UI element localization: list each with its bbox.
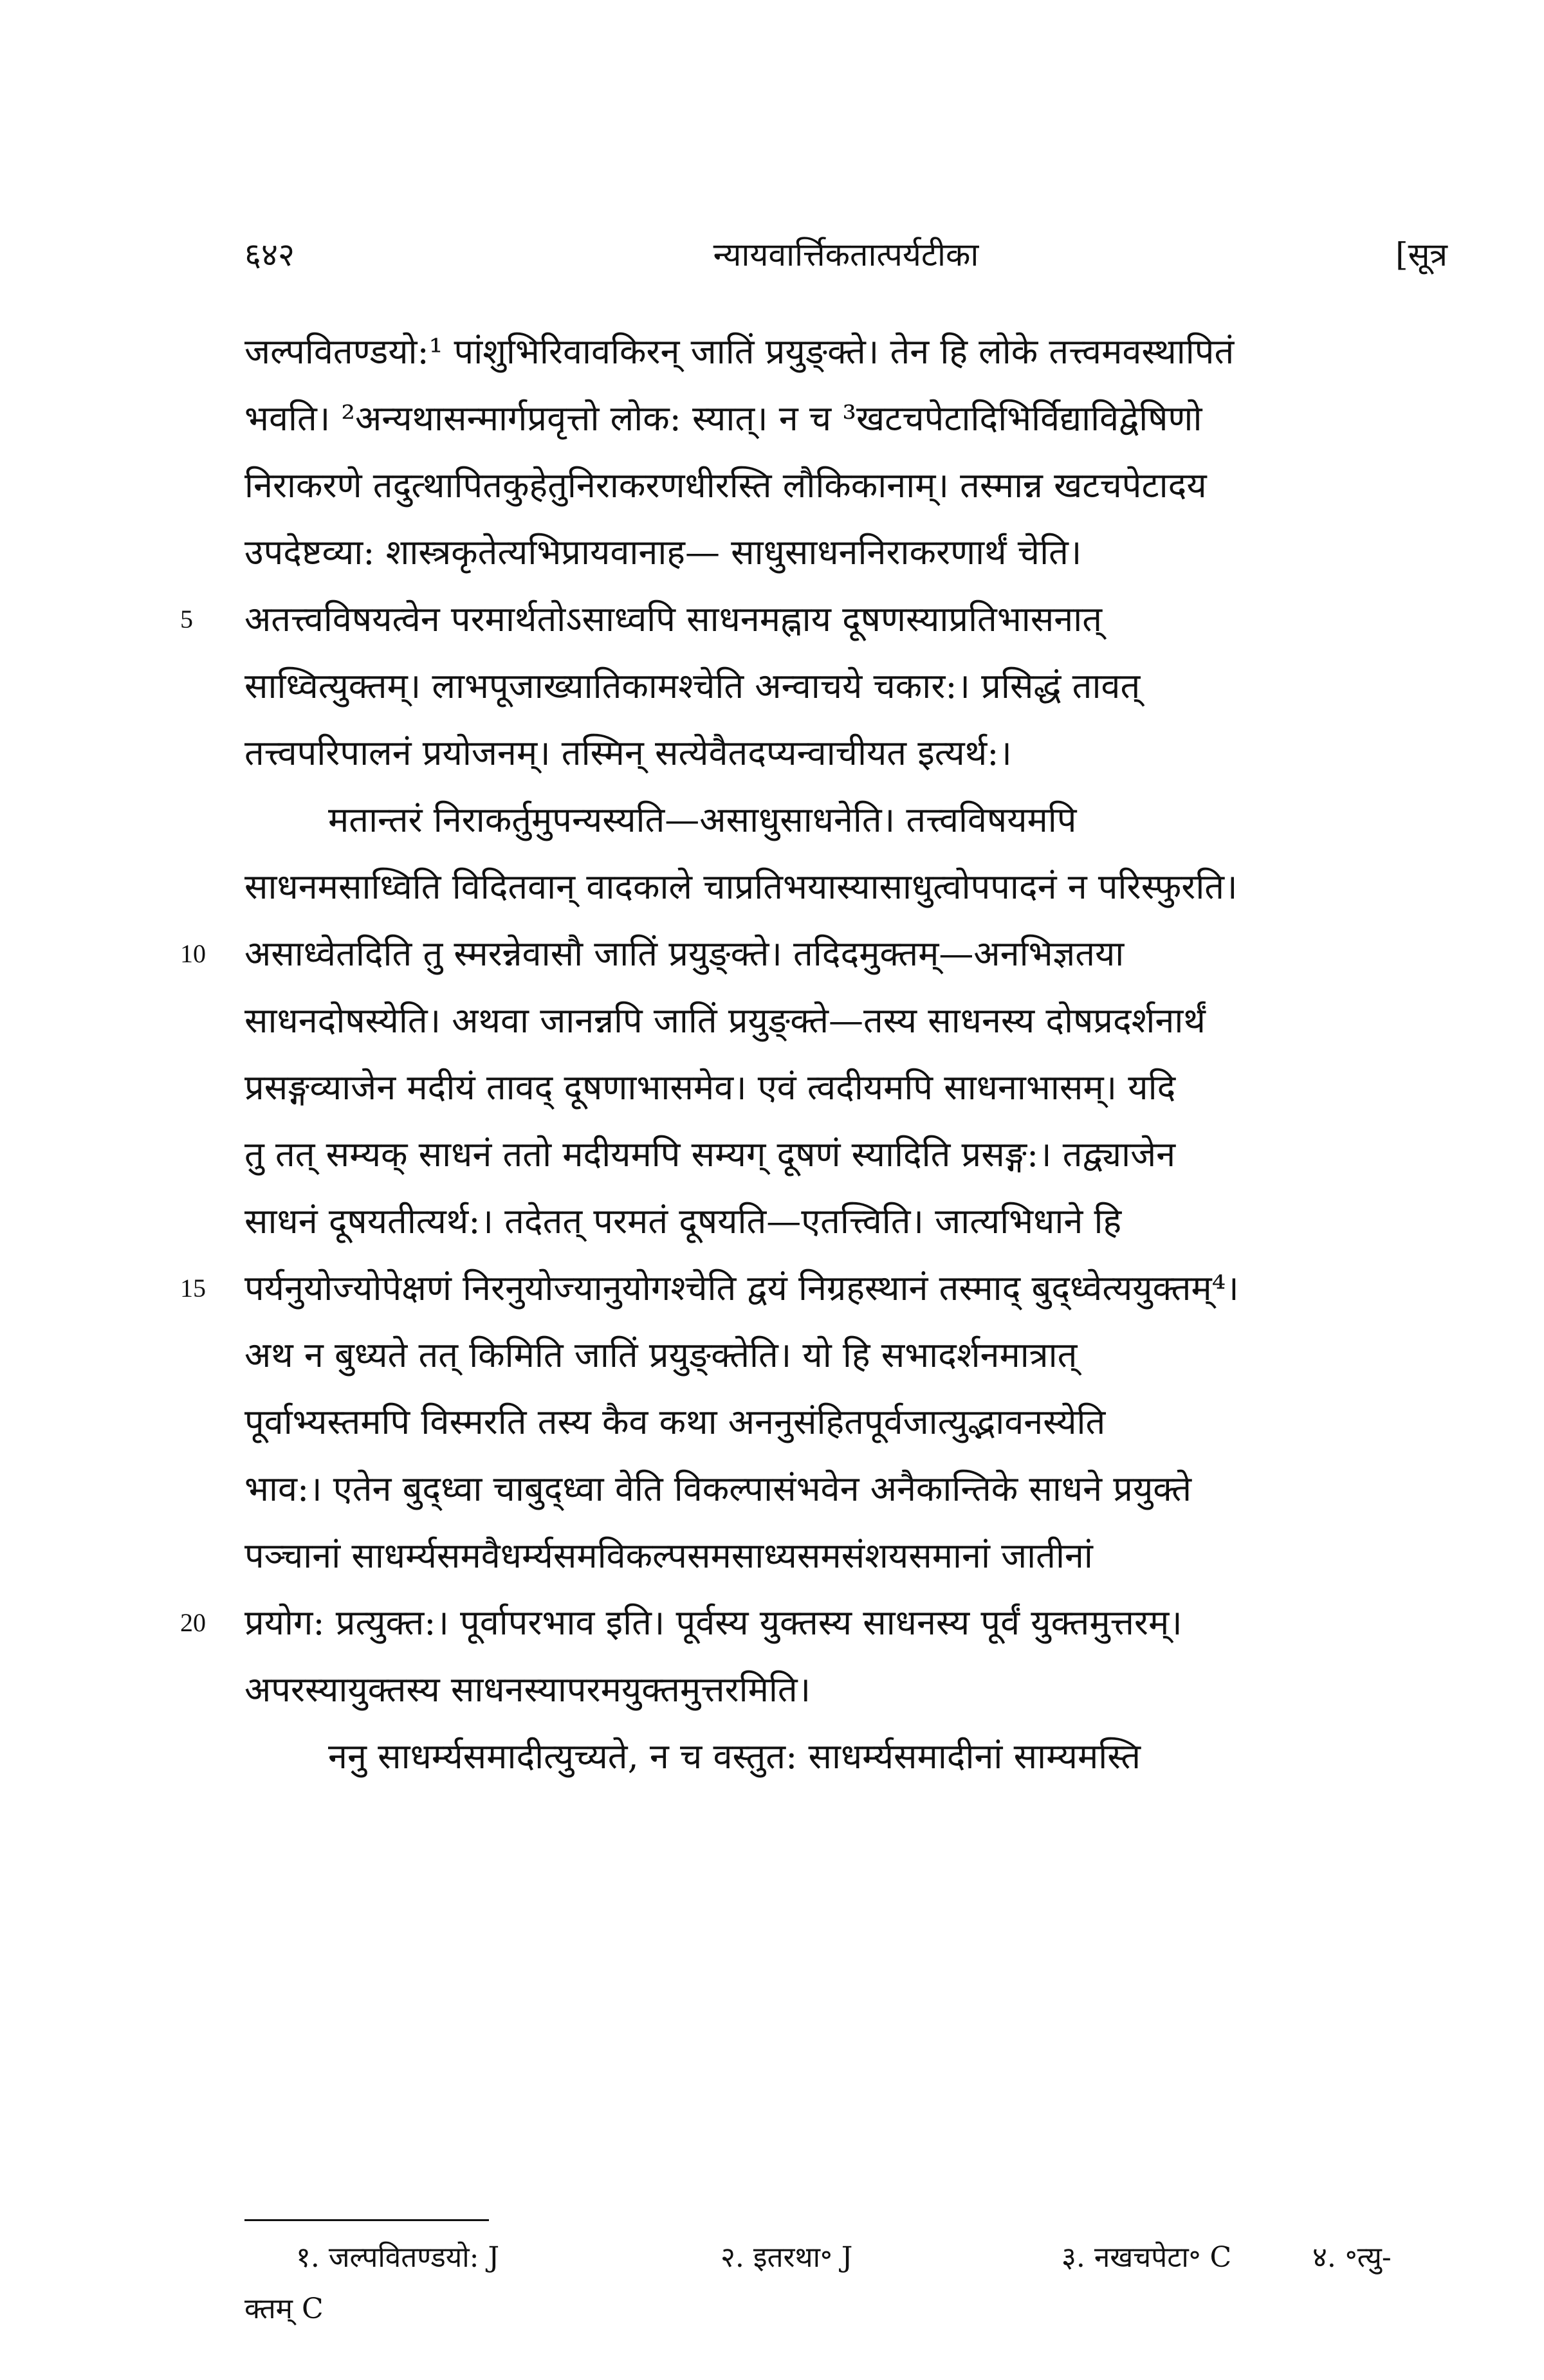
text-line: साधनमसाध्विति विदितवान् वादकाले चाप्रतिभयास्यासाधुत्वोपपादनं न परिस्फुरति। xyxy=(244,866,1238,907)
line-number: 10 xyxy=(180,939,206,968)
text-line: 20 प्रयोग: प्रत्युक्त:। पूर्वापरभाव इति। पूर्वस्य युक्तस्य साधनस्य पूर्वं युक्तमुत्तरम्। xyxy=(244,1589,1448,1656)
text-line: जल्पवितण्डयो:¹ पांशुभिरिवावकिरन् जातिं प्रयुङ्क्ते। तेन हि लोके तत्त्वमवस्थापितं xyxy=(244,331,1235,372)
text-line: भवति। ²अन्यथासन्मार्गप्रवृत्तो लोक: स्यात्। न च ³खटचपेटादिभिर्विद्याविद्वेषिणो xyxy=(244,398,1202,439)
text-line: ननु साधर्म्यसमादीत्युच्यते, न च वस्तुत: साधर्म्यसमादीनां साम्यमस्ति xyxy=(328,1736,1141,1777)
text-line: मतान्तरं निराकर्तुमुपन्यस्यति—असाधुसाधनेति। तत्त्वविषयमपि xyxy=(328,800,1077,840)
footnote-divider xyxy=(244,2219,489,2221)
line-number: 15 xyxy=(180,1274,206,1303)
text-line: 5 अतत्त्वविषयत्वेन परमार्थतोऽसाध्वपि साधनमह्नाय दूषणस्याप्रतिभासनात् xyxy=(244,586,1448,653)
text-body xyxy=(180,318,1448,1790)
text-line: पञ्चानां साधर्म्यसमवैधर्म्यसमविकल्पसमसाध्यसमसंशयसमानां जातीनां xyxy=(244,1535,1093,1576)
line-number: 5 xyxy=(180,605,193,634)
text-line: तत्त्वपरिपालनं प्रयोजनम्। तस्मिन् सत्येवैतदप्यन्वाचीयत इत्यर्थ:। xyxy=(244,733,1012,773)
text-line: अथ न बुध्यते तत् किमिति जातिं प्रयुङ्क्तेति। यो हि सभादर्शनमात्रात् xyxy=(244,1335,1078,1375)
text-line: साधनदोषस्येति। अथवा जानन्नपि जातिं प्रयुङ्क्ते—तस्य साधनस्य दोषप्रदर्शनार्थं xyxy=(244,1000,1206,1041)
text-line: भाव:। एतेन बुद्ध्वा चाबुद्ध्वा वेति विकल्पासंभवेन अनैकान्तिके साधने प्रयुक्ते xyxy=(244,1469,1192,1509)
footnote-row xyxy=(244,2284,1448,2335)
footnote-4: ४. ॰त्यु- xyxy=(1312,2241,1392,2274)
text-line: पूर्वाभ्यस्तमपि विस्मरति तस्य कैव कथा अननुसंहितपूर्वजात्युद्भावनस्येति xyxy=(244,1402,1106,1442)
text-line: साध्वित्युक्तम्। लाभपूजाख्यातिकामश्चेति अन्वाचये चकार:। प्रसिद्धं तावत् xyxy=(244,666,1141,706)
running-title: न्यायवार्त्तिकतात्पर्यटीका xyxy=(713,236,979,273)
text-line: तु तत् सम्यक् साधनं ततो मदीयमपि सम्यग् दूषणं स्यादिति प्रसङ्ग:। तद्व्याजेन xyxy=(244,1134,1176,1175)
footnote-3: ३. नखचपेटा॰ C xyxy=(1062,2241,1232,2274)
footnote-2: २. इतरथा॰ J xyxy=(721,2241,853,2274)
text-line: साधनं दूषयतीत्यर्थ:। तदेतत् परमतं दूषयति—एतत्त्विति। जात्यभिधाने हि xyxy=(244,1201,1122,1241)
page-number: ६४२ xyxy=(244,236,295,273)
footnote-row xyxy=(244,2232,1448,2284)
section-marker: [सूत्र xyxy=(1395,236,1448,273)
text-line: प्रसङ्गव्याजेन मदीयं तावद् दूषणाभासमेव। एवं त्वदीयमपि साधनाभासम्। यदि xyxy=(244,1067,1176,1108)
text-line: उपदेष्टव्या: शास्त्रकृतेत्यभिप्रायवानाह— साधुसाधननिराकरणार्थं चेति। xyxy=(244,532,1082,572)
footnotes xyxy=(244,2232,1448,2335)
footnote-1: १. जल्पवितण्डयो: J xyxy=(296,2241,500,2274)
footnote-4-continued: क्तम् C xyxy=(244,2293,324,2325)
line-number: 20 xyxy=(180,1608,206,1637)
running-header xyxy=(244,232,1448,283)
text-line: निराकरणे तदुत्थापितकुहेतुनिराकरणधीरस्ति लौकिकानाम्। तस्मान्न खटचपेटादय xyxy=(244,465,1207,506)
text-line: 10 असाध्वेतदिति तु स्मरन्नेवासौ जातिं प्रयुङ्क्ते। तदिदमुक्तम्—अनभिज्ञतया xyxy=(244,920,1448,987)
text-line: अपरस्यायुक्तस्य साधनस्यापरमयुक्तमुत्तरमिति। xyxy=(244,1669,811,1710)
text-line: 15 पर्यनुयोज्योपेक्षणं निरनुयोज्यानुयोगश्चेति द्वयं निग्रहस्थानं तस्माद् बुद्ध्वेत्ययुक्तम्⁴। xyxy=(244,1255,1448,1322)
